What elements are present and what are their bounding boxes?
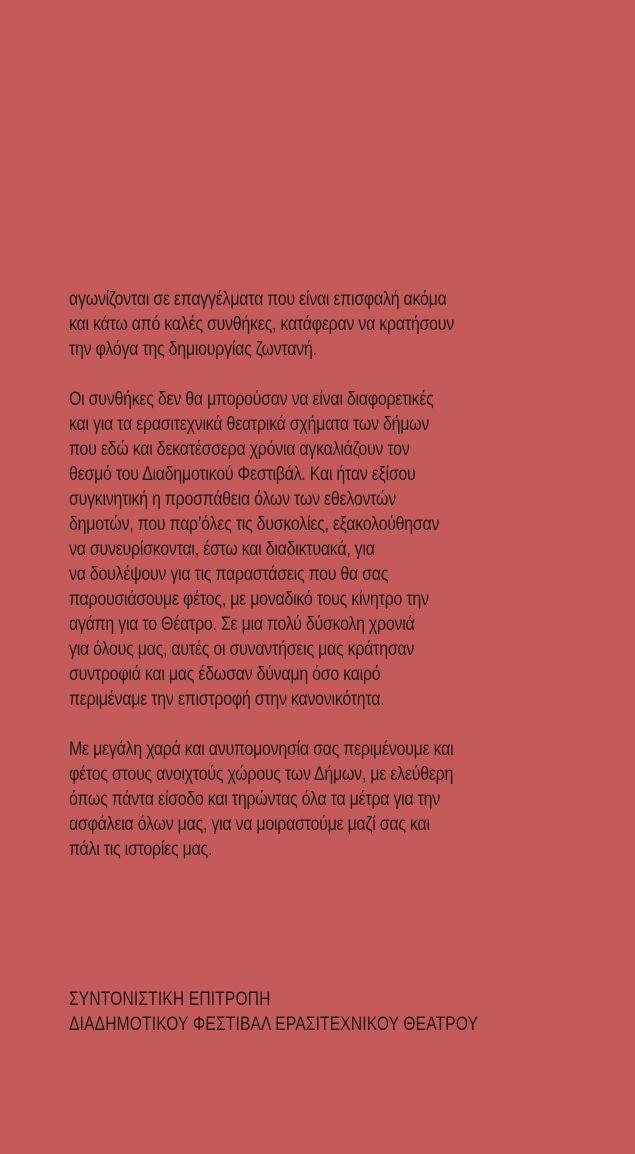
paragraph-line: δημοτών, που παρ’όλες τις δυσκολίες, εξακολούθησαν xyxy=(69,514,440,535)
paragraph-line: όπως πάντα είσοδο και τηρώντας όλα τα μέτρα για την xyxy=(69,789,441,810)
signature-line-festival: ΔΙΑΔΗΜΟΤΙΚΟΥ ΦΕΣΤΙΒΑΛ ΕΡΑΣΙΤΕΧΝΙΚΟΥ ΘΕΑΤΡΟΥ xyxy=(69,1014,479,1035)
paragraph-line: ασφάλεια όλων μας, για να μοιραστούμε μαζί σας και xyxy=(69,814,430,835)
paragraph-line: περιμέναμε την επιστροφή στην κανονικότητα. xyxy=(69,689,385,710)
paragraph-line: να δουλέψουν για τις παραστάσεις που θα σας xyxy=(69,564,389,585)
paragraph-1 xyxy=(69,287,569,362)
paragraph-line: συγκινητική η προσπάθεια όλων των εθελοντών xyxy=(69,489,396,510)
paragraph-line: και κάτω από καλές συνθήκες, κατάφεραν να κρατήσουν xyxy=(69,314,454,335)
paragraph-line: φέτος στους ανοιχτούς χώρους των Δήμων, με ελεύθερη xyxy=(69,764,454,785)
paragraph-line: παρουσιάσουμε φέτος, με μοναδικό τους κίνητρο την xyxy=(69,589,429,610)
paragraph-line: Οι συνθήκες δεν θα μπορούσαν να είναι διαφορετικές xyxy=(69,389,434,410)
paragraph-line: και για τα ερασιτεχνικά θεατρικά σχήματα των δήμων xyxy=(69,414,430,435)
paragraph-2 xyxy=(69,387,569,712)
paragraph-line: Με μεγάλη χαρά και ανυπομονησία σας περιμένουμε και xyxy=(69,739,454,760)
paragraph-line: που εδώ και δεκατέσσερα χρόνια αγκαλιάζουν τον xyxy=(69,439,410,460)
paragraph-3 xyxy=(69,737,569,862)
paragraph-line: να συνευρίσκονται, έστω και διαδικτυακά, για xyxy=(69,539,375,560)
paragraph-line: αγωνίζονται σε επαγγέλματα που είναι επισφαλή ακόμα xyxy=(69,289,447,310)
paragraph-line: πάλι τις ιστορίες μας. xyxy=(69,839,213,860)
signature-block xyxy=(69,987,569,1037)
paragraph-line: συντροφιά και μας έδωσαν δύναμη όσο καιρό xyxy=(69,664,381,685)
paragraph-line: αγάπη για το Θέατρο. Σε μια πολύ δύσκολη χρονιά xyxy=(69,614,415,635)
paragraph-line: για όλους μας, αυτές οι συναντήσεις μας κράτησαν xyxy=(69,639,415,660)
signature-line-committee: ΣΥΝΤΟΝΙΣΤΙΚΗ ΕΠΙΤΡΟΠΗ xyxy=(69,989,271,1010)
paragraph-line: την φλόγα της δημιουργίας ζωντανή. xyxy=(69,339,317,360)
paragraph-line: θεσμό του Διαδημοτικού Φεστιβάλ. Και ήταν εξίσου xyxy=(69,464,416,485)
